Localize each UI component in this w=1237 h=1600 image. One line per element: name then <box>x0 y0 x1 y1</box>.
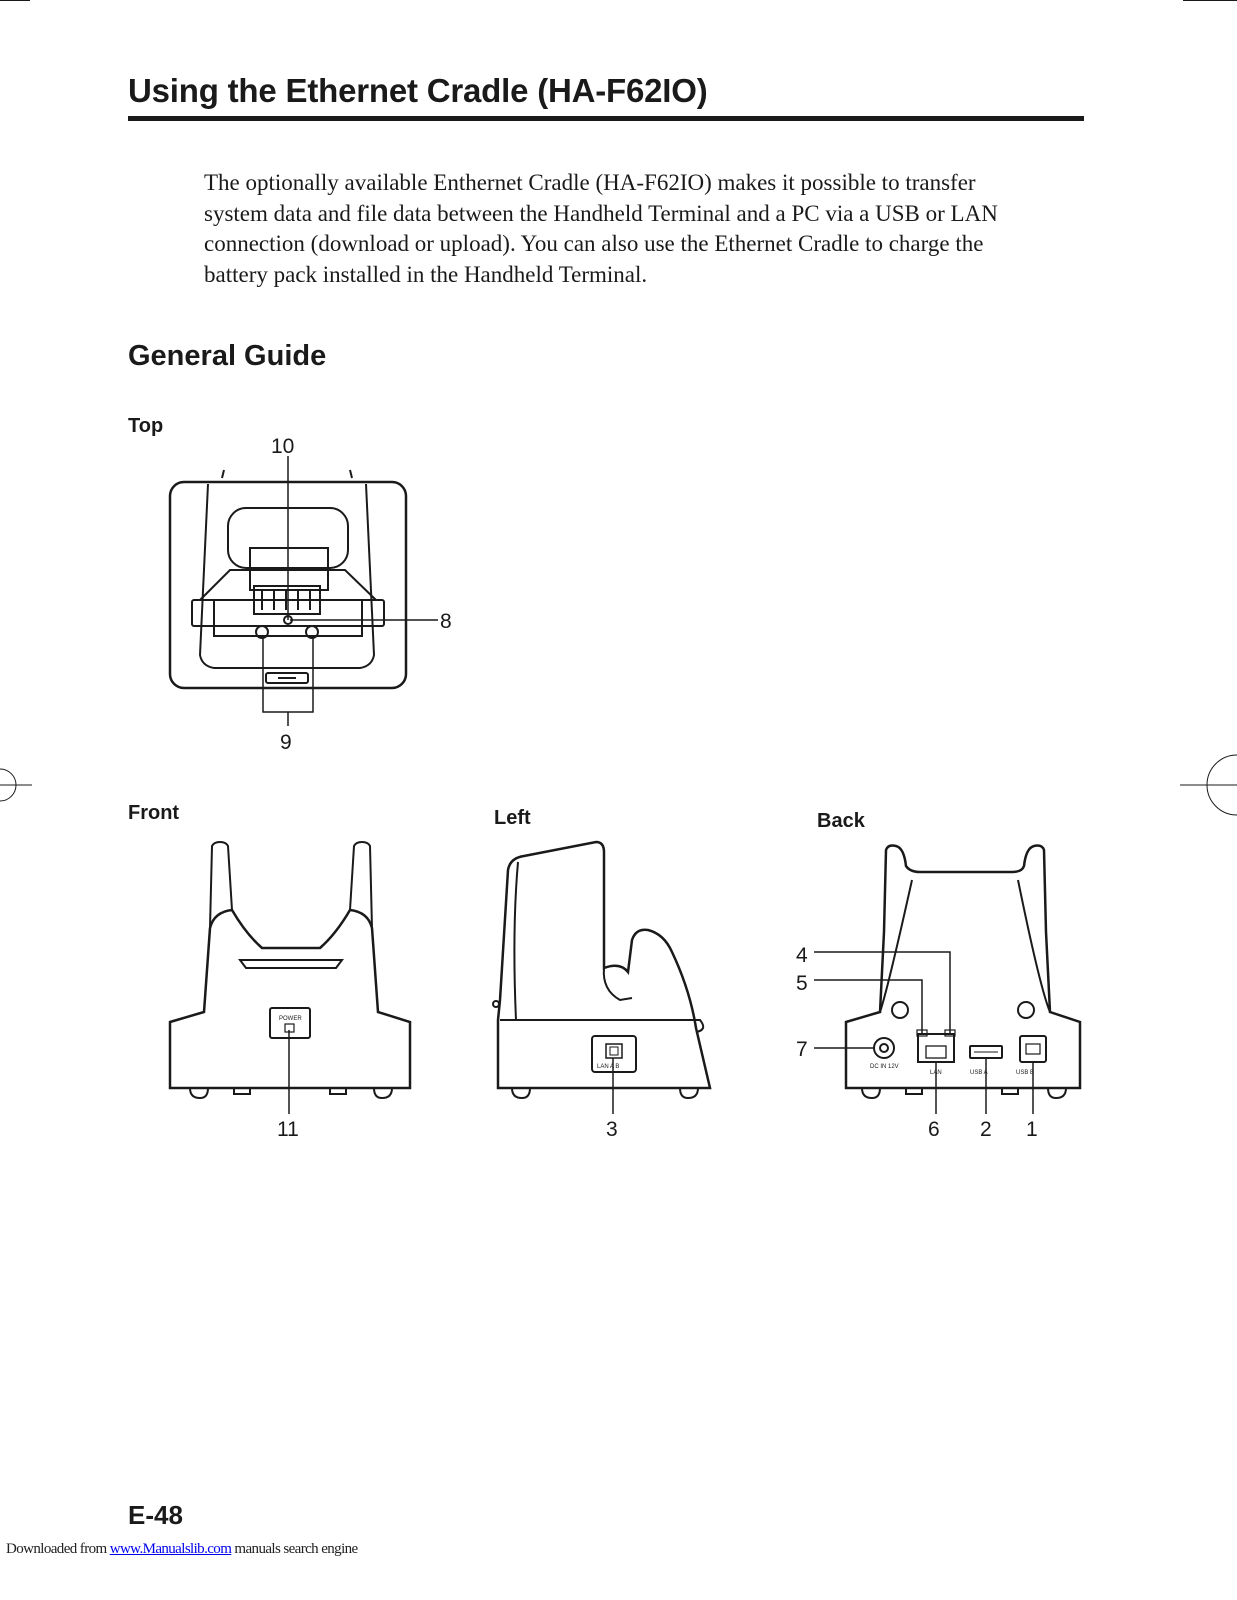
callout-7: 7 <box>796 1038 808 1061</box>
power-label: POWER <box>279 1016 302 1022</box>
callout-4: 4 <box>796 944 808 967</box>
callout-2: 2 <box>980 1118 992 1141</box>
registration-mark-left <box>0 769 32 801</box>
view-label-front: Front <box>128 802 180 824</box>
front-view-illustration <box>170 842 410 1098</box>
callout-9: 9 <box>280 731 292 754</box>
dc-in-label: DC IN 12V <box>870 1064 899 1070</box>
callout-6: 6 <box>928 1118 940 1141</box>
callout-10: 10 <box>271 435 295 458</box>
footer-prefix: Downloaded from <box>6 1541 110 1557</box>
usb-b-port-label: USB B <box>1016 1070 1035 1076</box>
usb-a-port-label: USB A <box>970 1070 988 1076</box>
page-title: Using the Ethernet Cradle (HA-F62IO) <box>128 72 708 109</box>
lan-port-label: LAN <box>930 1070 942 1076</box>
view-label-left: Left <box>494 807 531 829</box>
callout-3: 3 <box>606 1118 618 1141</box>
registration-mark-right <box>1180 755 1237 815</box>
page-number: E-48 <box>128 1500 183 1530</box>
footer-suffix: manuals search engine <box>231 1541 358 1557</box>
manualslib-link[interactable]: www.Manualslib.com <box>109 1541 232 1557</box>
view-label-back: Back <box>817 810 865 832</box>
callout-5: 5 <box>796 972 808 995</box>
callout-8: 8 <box>440 610 452 633</box>
callout-11: 11 <box>277 1118 299 1141</box>
left-view-illustration <box>493 842 710 1098</box>
lan-switch-label: LAN A B <box>597 1064 620 1070</box>
view-label-top: Top <box>128 415 164 437</box>
section-title: General Guide <box>128 340 327 372</box>
download-footer <box>6 1541 358 1558</box>
intro-paragraph: The optionally available Enthernet Cradle (HA-F62IO) makes it possible to transfer system data and file data between the Handheld Terminal and a PC via a USB or LAN connection (download or upload). You can also use the Ethernet Cradle to charge the battery pack installed in the Handheld Terminal. <box>204 170 998 287</box>
callout-1: 1 <box>1026 1118 1038 1141</box>
back-view-illustration <box>846 846 1080 1099</box>
